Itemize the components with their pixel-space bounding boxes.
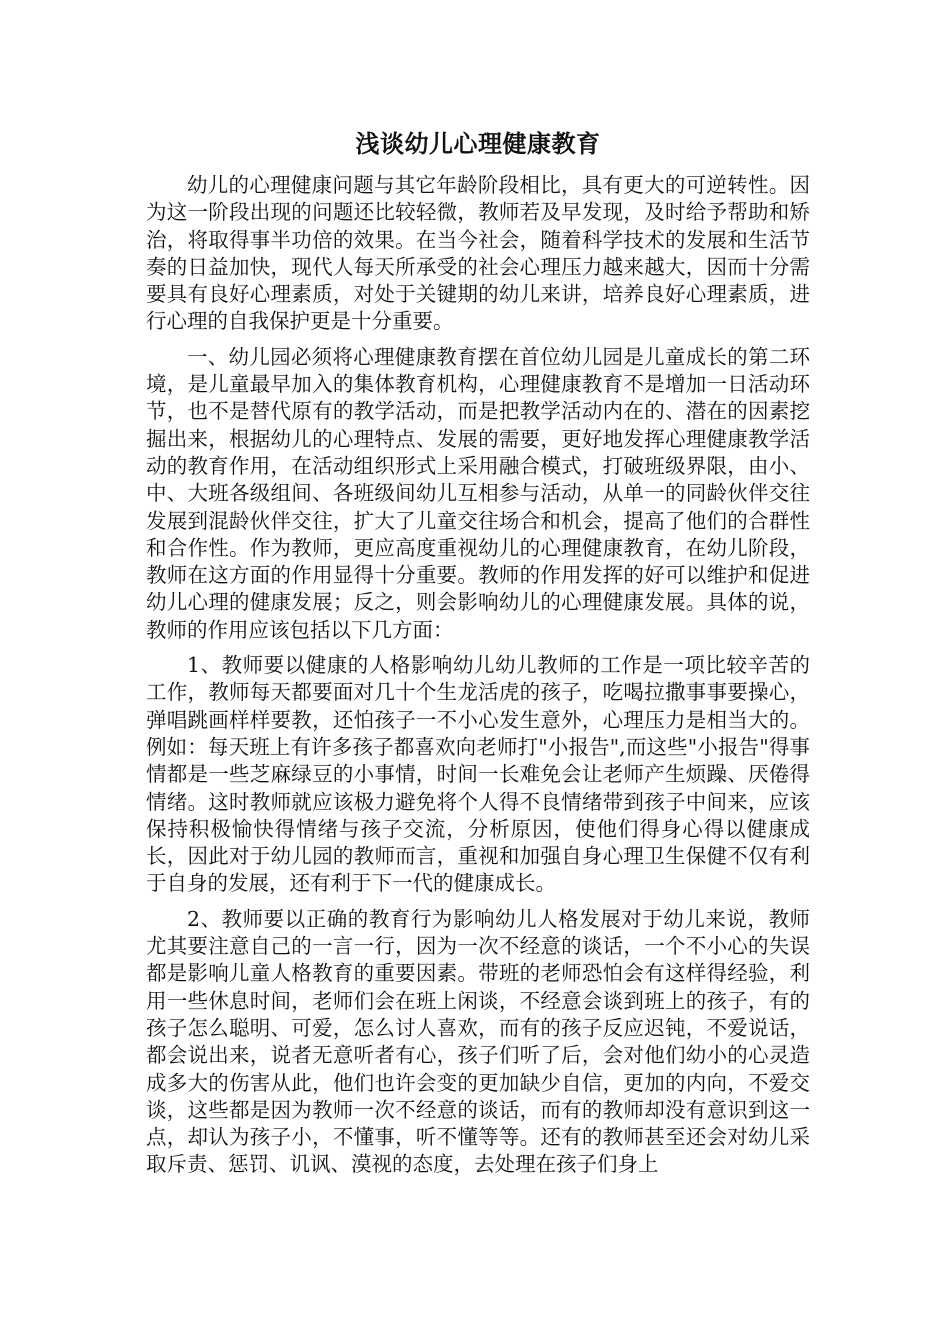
paragraph-intro: 幼儿的心理健康问题与其它年龄阶段相比，具有更大的可逆转性。因为这一阶段出现的问题还比较轻微，教师若及早发现，及时给予帮助和矫治，将取得事半功倍的效果。在当今社会，随着科学技术的发展和生活节奏的日益加快，现代人每天所承受的社会心理压力越来越大，因而十分需要具有良好心理素质，对处于关键期的幼儿来讲，培养良好心理素质，进行心理的自我保护更是十分重要。 <box>146 173 810 334</box>
paragraph-point-one: 1、教师要以健康的人格影响幼儿幼儿教师的工作是一项比较辛苦的工作，教师每天都要面对几十个生龙活虎的孩子，吃喝拉撒事事要操心，弹唱跳画样样要教，还怕孩子一不小心发生意外，心理压力是相当大的。例如：每天班上有许多孩子都喜欢向老师打"小报告",而这些"小报告"得事情都是一些芝麻绿豆的小事情，时间一长难免会让老师产生烦躁、厌倦得情绪。这时教师就应该极力避免将个人得不良情绪带到孩子中间来，应该保持积极愉快得情绪与孩子交流，分析原因，使他们得身心得以健康成长，因此对于幼儿园的教师而言，重视和加强自身心理卫生保健不仅有利于自身的发展，还有利于下一代的健康成长。 <box>146 653 810 896</box>
paragraph-section-one: 一、幼儿园必须将心理健康教育摆在首位幼儿园是儿童成长的第二环境，是儿童最早加入的集体教育机构，心理健康教育不是增加一日活动环节，也不是替代原有的教学活动，而是把教学活动内在的、潜在的因素挖掘出来，根据幼儿的心理特点、发展的需要，更好地发挥心理健康教学活动的教育作用，在活动组织形式上采用融合模式，打破班级界限，由小、中、大班各级组间、各班级间幼儿互相参与活动，从单一的同龄伙伴交往发展到混龄伙伴交往，扩大了儿童交往场合和机会，提高了他们的合群性和合作性。作为教师，更应高度重视幼儿的心理健康教育，在幼儿阶段，教师在这方面的作用显得十分重要。教师的作用发挥的好可以维护和促进幼儿心理的健康发展；反之，则会影响幼儿的心理健康发展。具体的说，教师的作用应该包括以下几方面： <box>146 344 810 642</box>
document-page <box>146 128 810 1187</box>
paragraph-point-two: 2、教师要以正确的教育行为影响幼儿人格发展对于幼儿来说，教师尤其要注意自己的一言一行，因为一次不经意的谈话，一个不小心的失误都是影响儿童人格教育的重要因素。带班的老师恐怕会有这样得经验，利用一些休息时间，老师们会在班上闲谈，不经意会谈到班上的孩子，有的孩子怎么聪明、可爱，怎么讨人喜欢，而有的孩子反应迟钝，不爱说话，都会说出来，说者无意听者有心，孩子们听了后，会对他们幼小的心灵造成多大的伤害从此，他们也许会变的更加缺少自信，更加的内向，不爱交谈，这些都是因为教师一次不经意的谈话，而有的教师却没有意识到这一点，却认为孩子小，不懂事，听不懂等等。还有的教师甚至还会对幼儿采取斥责、惩罚、讥讽、漠视的态度，去处理在孩子们身上 <box>146 906 810 1177</box>
document-title: 浅谈幼儿心理健康教育 <box>355 130 601 158</box>
